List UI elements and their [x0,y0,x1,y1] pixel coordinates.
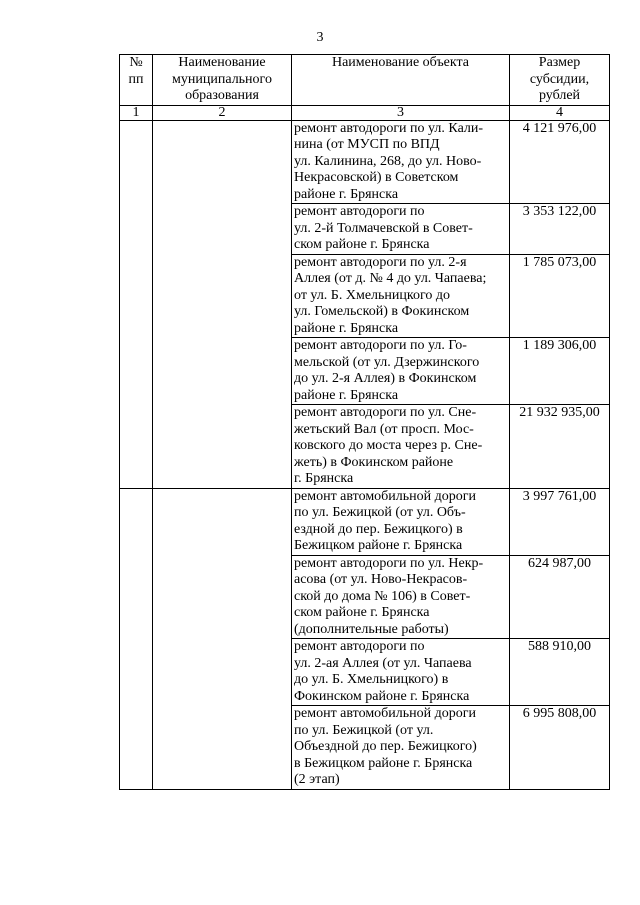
object-name-line: ездной до пер. Бежицкого) в [294,521,463,537]
subsidy-amount-cell: 624 987,00 [510,555,610,639]
subsidy-amount-cell: 1 189 306,00 [510,338,610,405]
subsidy-amount-cell: 6 995 808,00 [510,706,610,790]
object-name-line: от ул. Б. Хмельницкого до [294,287,450,303]
object-name-line: ремонт автодороги по ул. Сне- [294,405,477,420]
object-name-cell [292,639,510,706]
object-name-line: ском районе г. Брянска [294,605,430,620]
object-name-line: Аллея (от д. № 4 до ул. Чапаева; [294,271,487,286]
header-object: Наименование объекта [292,55,510,106]
municipality-cell [153,488,292,789]
object-name-line: до ул. 2-я Аллея) в Фокинском [294,371,477,386]
header-row [120,55,610,106]
column-number: 1 [120,105,153,120]
object-name-line: ской до дома № 106) в Совет- [294,588,471,604]
object-name-line: ремонт автомобильной дороги [294,706,477,721]
row-number-cell [120,120,153,488]
object-name-line: ремонт автодороги по ул. 2-я [294,254,467,270]
object-name-line: ремонт автодороги по ул. Некр- [294,555,484,571]
subsidy-table [119,54,610,790]
table-row [120,120,610,204]
object-name-cell [292,405,510,489]
object-name-line: г. Брянска [294,471,354,486]
header-num: № пп [120,55,153,106]
object-name-cell [292,488,510,555]
object-name-line: мельской (от ул. Дзержинского [294,354,480,370]
object-name-line: ул. 2-ая Аллея (от ул. Чапаева [294,655,472,671]
subsidy-amount-cell: 3 997 761,00 [510,488,610,555]
header-municipality: Наименование муниципального образования [153,55,292,106]
object-name-line: ремонт автомобильной дороги [294,488,477,504]
table-body [120,120,610,789]
object-name-cell [292,706,510,790]
object-name-cell [292,338,510,405]
subsidy-amount-cell: 4 121 976,00 [510,120,610,204]
object-name-line: (дополнительные работы) [294,621,449,637]
row-number-cell [120,488,153,789]
column-number-row [120,105,610,120]
object-name-line: по ул. Бежицкой (от ул. [294,722,434,738]
object-name-line: асова (от ул. Ново-Некрасов- [294,572,468,587]
object-name-cell [292,120,510,204]
object-name-line: ском районе г. Брянска [294,237,430,252]
object-name-cell [292,254,510,338]
object-name-line: в Бежицком районе г. Брянска [294,755,473,771]
header-amount: Размер субсидии, рублей [510,55,610,106]
object-name-line: ремонт автодороги по [294,639,425,654]
object-name-line: ул. Гомельской) в Фокинском [294,304,470,319]
object-name-line: ремонт автодороги по [294,204,425,219]
object-name-line: ул. Калинина, 268, до ул. Ново- [294,153,482,169]
object-name-line: Бежицком районе г. Брянска [294,538,463,553]
subsidy-amount-cell: 21 932 935,00 [510,405,610,489]
subsidy-amount-cell: 3 353 122,00 [510,204,610,255]
object-name-line: по ул. Бежицкой (от ул. Объ- [294,505,466,520]
object-name-line: нина (от МУСП по ВПД [294,137,440,152]
municipality-cell [153,120,292,488]
table-row [120,488,610,555]
object-name-cell [292,555,510,639]
object-name-cell [292,204,510,255]
object-name-line: жеть) в Фокинском районе [294,454,454,470]
object-name-line: жетьский Вал (от просп. Мос- [294,421,474,437]
object-name-line: ковского до моста через р. Сне- [294,438,483,453]
column-number: 3 [292,105,510,120]
column-number: 4 [510,105,610,120]
object-name-line: районе г. Брянска [294,387,399,403]
object-name-line: ремонт автодороги по ул. Го- [294,338,467,353]
object-name-line: районе г. Брянска [294,320,399,336]
column-number: 2 [153,105,292,120]
object-name-line: Объездной до пер. Бежицкого) [294,739,477,754]
object-name-line: (2 этап) [294,772,340,787]
subsidy-amount-cell: 588 910,00 [510,639,610,706]
object-name-line: Фокинском районе г. Брянска [294,688,470,704]
subsidy-amount-cell: 1 785 073,00 [510,254,610,338]
object-name-line: до ул. Б. Хмельницкого) в [294,672,449,687]
object-name-line: ул. 2-й Толмачевской в Совет- [294,220,473,236]
object-name-line: ремонт автодороги по ул. Кали- [294,120,484,136]
page-number: 3 [316,30,324,45]
object-name-line: Некрасовской) в Советском [294,170,459,185]
object-name-line: районе г. Брянска [294,186,399,202]
